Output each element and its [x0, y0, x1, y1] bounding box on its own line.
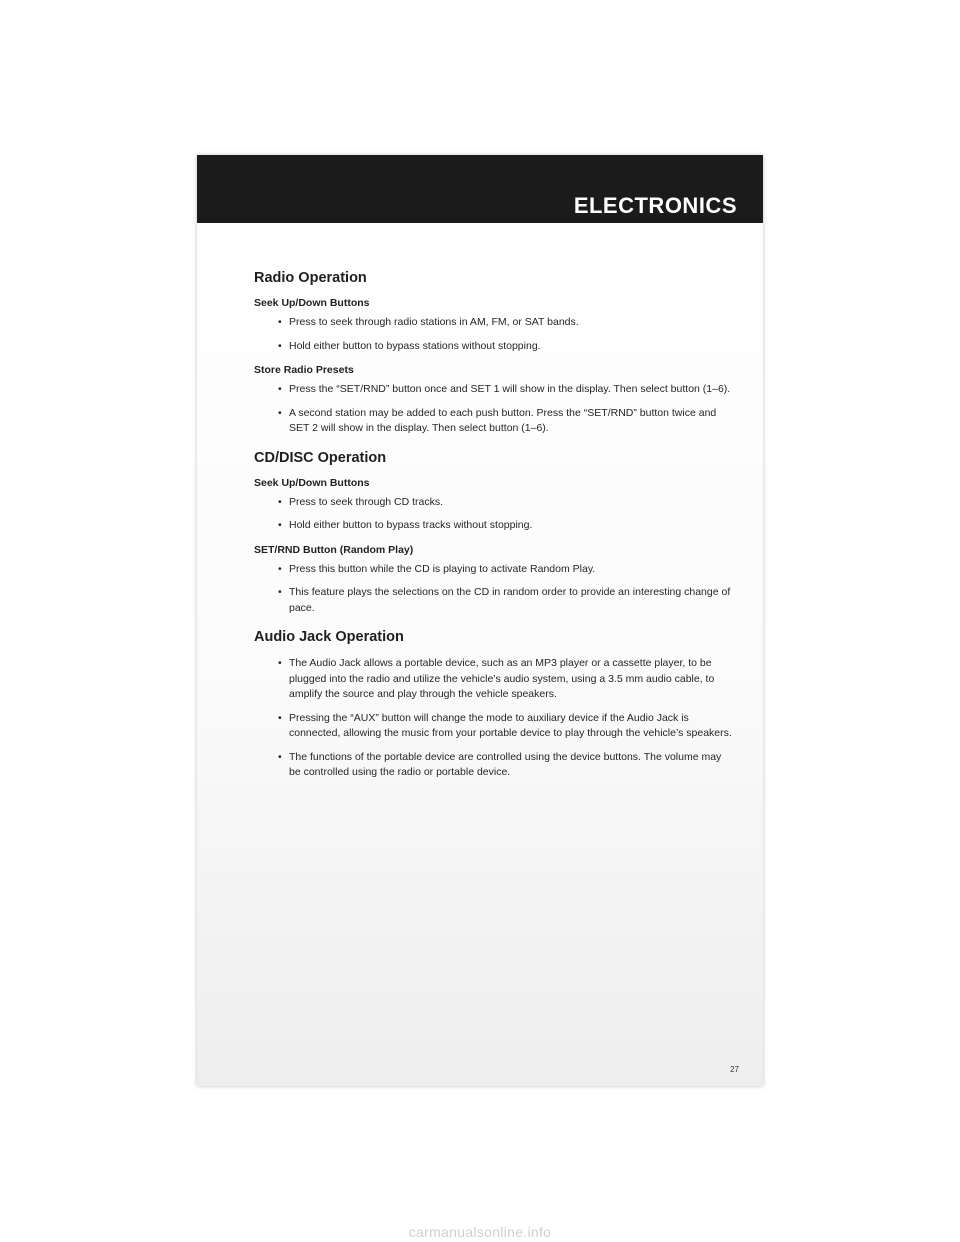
list-radio-seek: [254, 315, 734, 354]
bullet-icon: •: [278, 316, 282, 328]
list-item: • Hold either button to bypass stations without stopping.: [254, 339, 734, 355]
manual-page: [197, 155, 763, 1086]
bullet-icon: •: [278, 495, 282, 508]
list-radio-presets: [254, 382, 734, 437]
page-content: [254, 270, 734, 789]
bullet-icon: •: [278, 657, 282, 669]
bullet-icon: •: [278, 586, 282, 598]
subheading-radio-seek: Seek Up/Down Buttons: [254, 297, 370, 309]
subheading-radio-presets: Store Radio Presets: [254, 364, 354, 376]
list-item: • Press to seek through radio stations in AM, FM, or SAT bands.: [254, 315, 734, 331]
list-item: • The functions of the portable device are controlled using the device buttons. The volume may be controlled using the radio or portable device.: [278, 750, 722, 778]
list-item: • Press the “SET/RND” button once and SET 1 will show in the display. Then select button (1–6).: [254, 382, 734, 398]
bullet-icon: •: [278, 562, 282, 575]
list-item: • Press to seek through CD tracks.: [254, 495, 734, 511]
list-cd-random: [254, 562, 734, 617]
list-audio-jack: [254, 656, 734, 781]
list-cd-seek: [254, 495, 734, 534]
heading-radio-operation: Radio Operation: [254, 270, 367, 286]
bullet-icon: •: [278, 339, 282, 352]
bullet-icon: •: [278, 383, 282, 395]
list-item: • A second station may be added to each push button. Press the “SET/RND” button twice and SET 2 will show in the display. Then select button (1–6).: [278, 406, 717, 434]
watermark-text: carmanualsonline.info: [408, 1224, 552, 1240]
list-item: • Hold either button to bypass tracks without stopping.: [254, 518, 734, 534]
bullet-icon: •: [278, 750, 282, 763]
section-title: ELECTRONICS: [573, 193, 737, 218]
list-item: • This feature plays the selections on the CD in random order to provide an interesting change of pace.: [278, 586, 731, 614]
list-item: • Press this button while the CD is playing to activate Random Play.: [254, 562, 734, 578]
list-item: • The Audio Jack allows a portable device, such as an MP3 player or a cassette player, to be plugged into the radio and utilize the vehicle’s audio system, using a 3.5 mm audio cable, to amplify the source and play through the vehicle speakers.: [278, 657, 715, 700]
page-number: 27: [730, 1065, 739, 1074]
bullet-icon: •: [278, 711, 282, 724]
list-item: • Pressing the “AUX” button will change the mode to auxiliary device if the Audio Jack is connected, allowing the music from your portable device to play through the vehicle’s speakers.: [278, 711, 732, 739]
heading-cd-operation: CD/DISC Operation: [254, 449, 387, 466]
subheading-cd-random: SET/RND Button (Random Play): [254, 543, 414, 556]
bullet-icon: •: [278, 519, 282, 531]
heading-audio-jack-operation: Audio Jack Operation: [254, 629, 404, 645]
section-header-bar: [197, 155, 763, 223]
subheading-cd-seek: Seek Up/Down Buttons: [254, 476, 370, 489]
bullet-icon: •: [278, 406, 282, 419]
